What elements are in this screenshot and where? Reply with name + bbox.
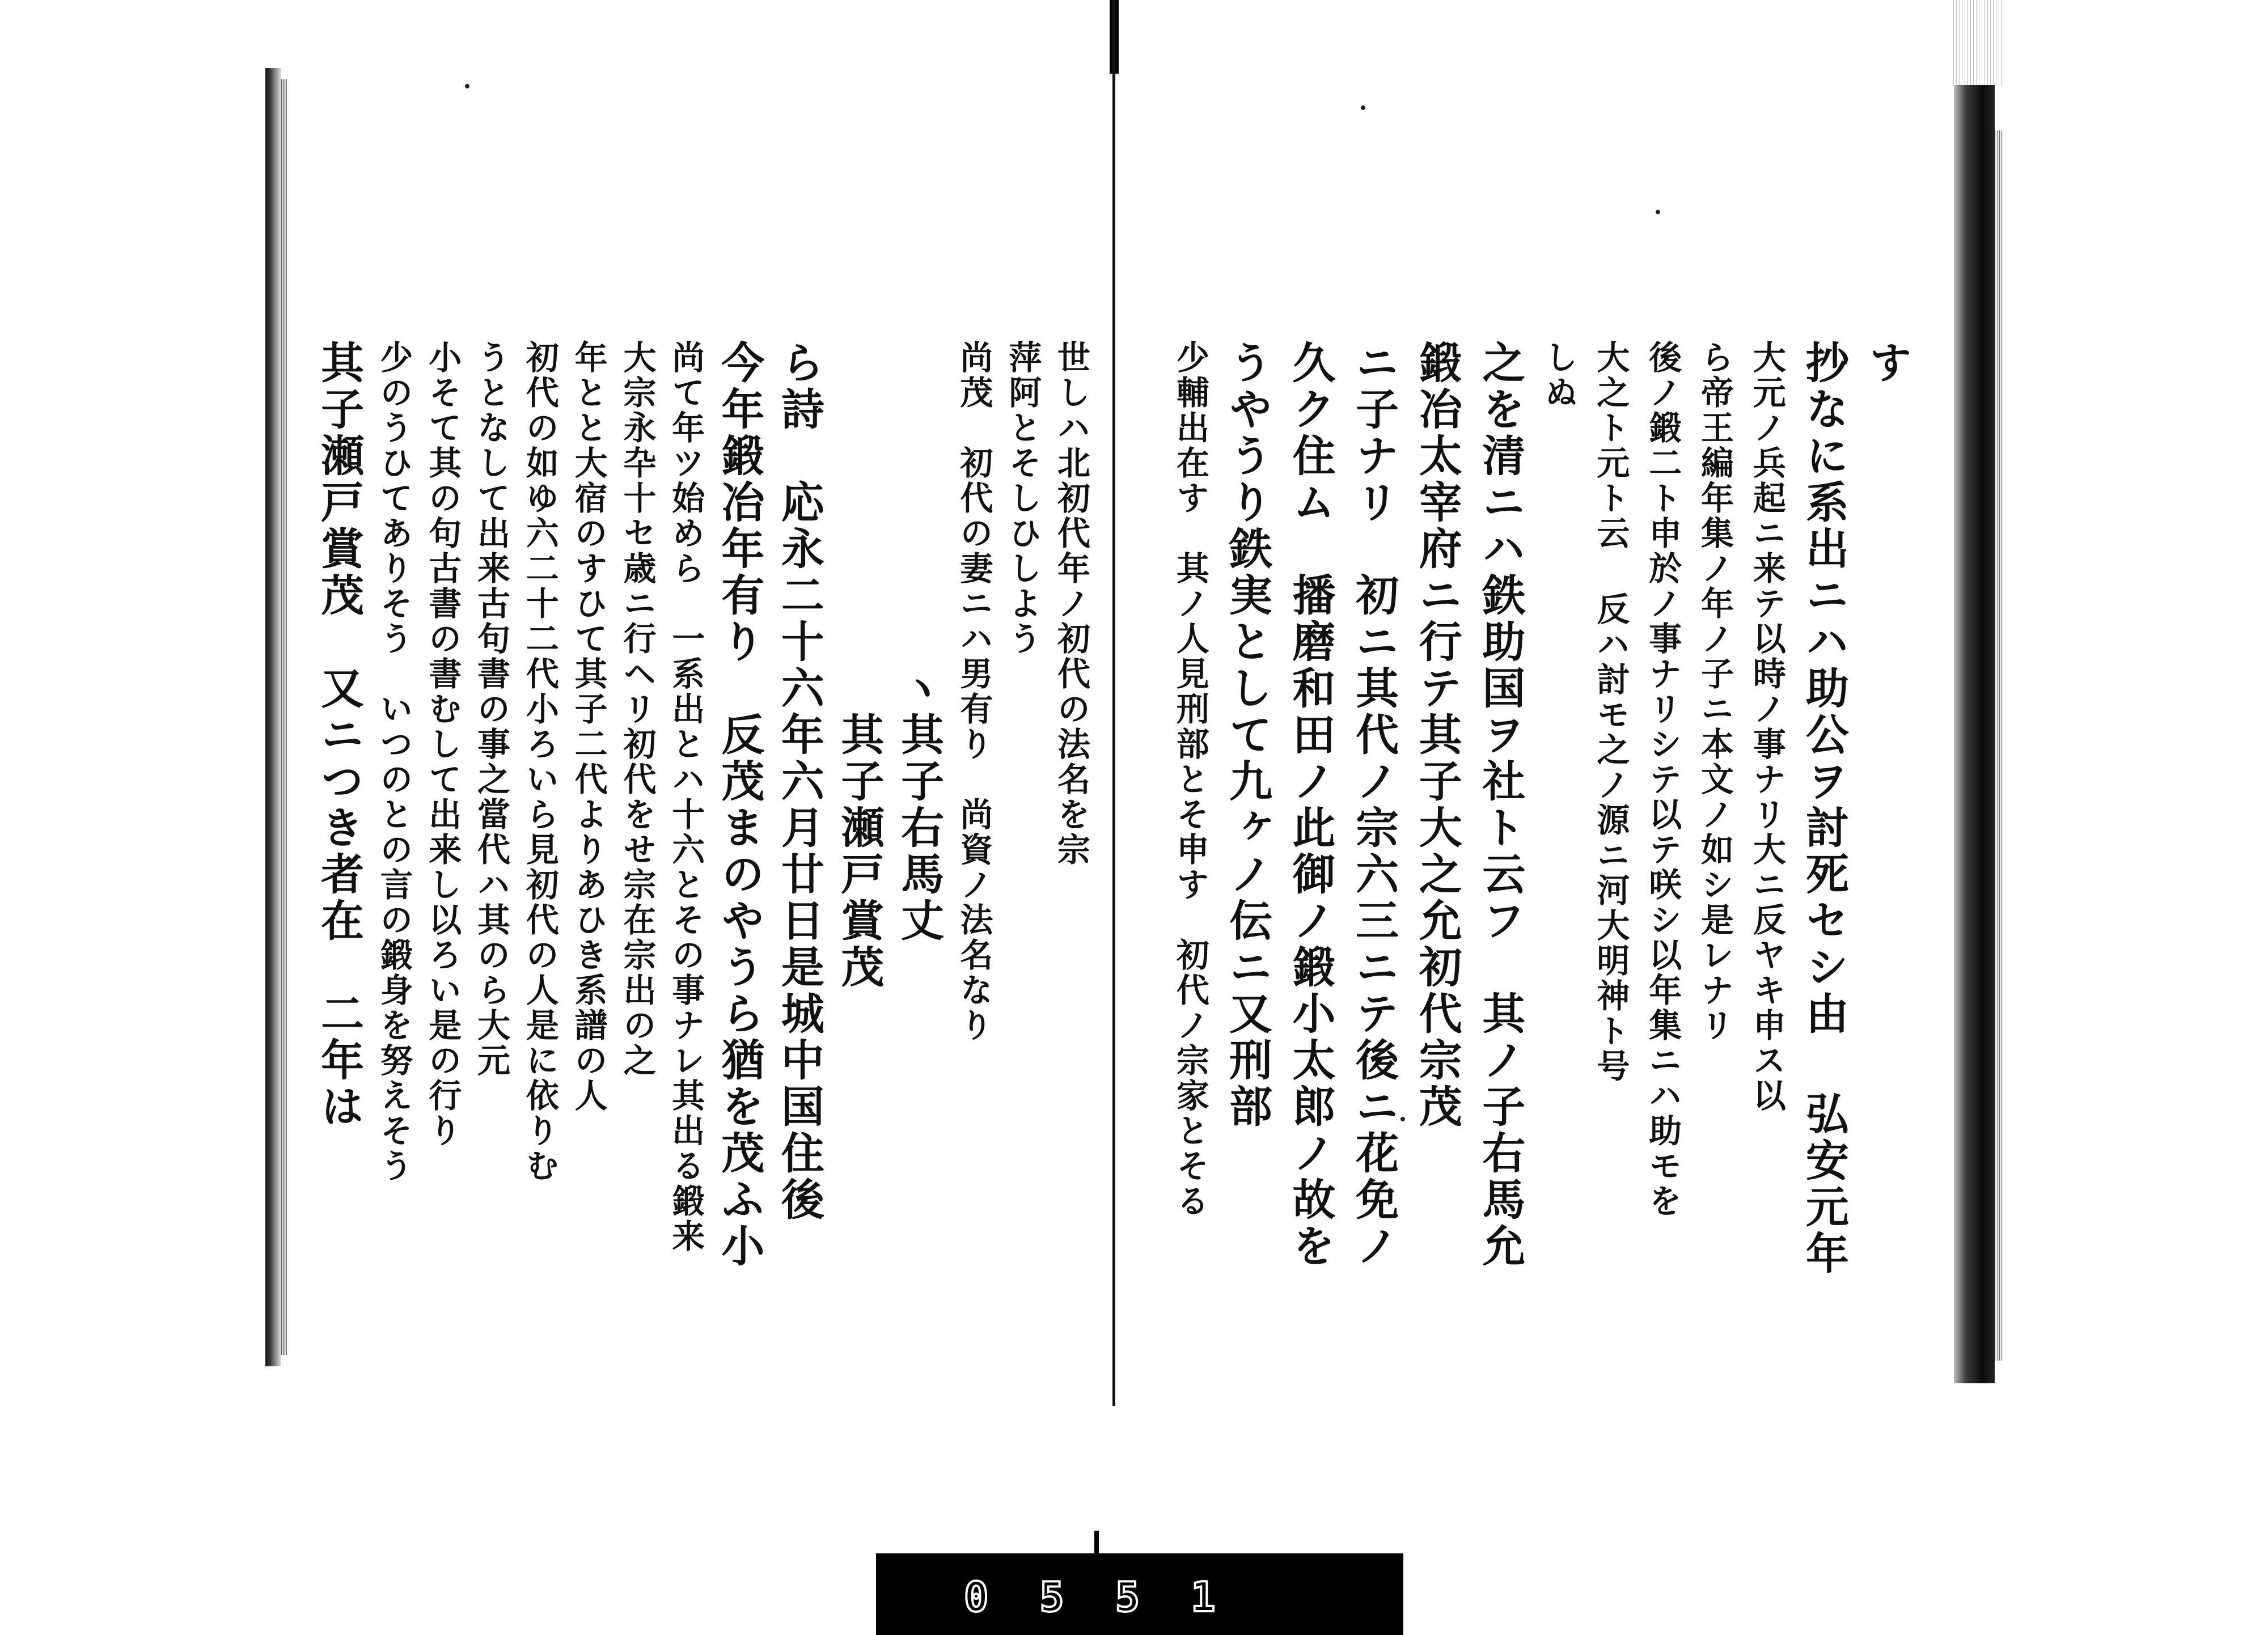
text-column: 大宗永卆十セ歳ニ行ヘリ初代をせ宗在宗出の之 [617,340,657,1078]
text-column: 大之ト元ト云 反ハ討モ之ノ源ニ河大明神ト号 [1591,340,1630,1084]
frame-digit: 0 [964,1573,989,1621]
text-column: 尚て年ツ始めら 一系出とハ十六とその事ナレ其出る鍛来 [666,340,705,1254]
text-column: ら帝王編年集ノ年ノ子ニ本文ノ如シ是レナリ [1695,340,1734,1043]
text-column: 世しハ北初代年ノ初代の法名を宗 [1052,340,1090,867]
left-page-edge [265,68,281,1366]
text-column: 今年鍛冶年有り 反茂まのやうら猶を茂ふ小 [714,340,765,1270]
frame-digit: 5 [1115,1573,1140,1621]
page-edge-top-right [1953,0,2004,85]
text-column: 之を清ニハ鉄助国ヲ社ト云フ 其ノ子右馬允 [1475,340,1526,1270]
text-column: 抄なに系出ニハ助公ヲ討死セシ由 弘安元年 [1799,340,1850,1277]
text-column: うとなして出来古句書の事之當代ハ其のら大元 [472,340,511,1078]
frame-digit: 5 [1039,1573,1064,1621]
text-column: 其子瀬戸賞茂 [834,340,885,991]
right-page-edge [1954,85,1995,1383]
scan-speck [1656,210,1660,214]
scan-speck [465,84,469,88]
text-column: しぬ [1539,340,1578,410]
right-page [1151,340,1911,1315]
text-column: ヽ其子右馬丈 [894,340,945,944]
text-column: 年とと大宿のすひて其子二代よりあひき系譜の人 [569,340,608,1113]
text-column: ニ子ナリ 初ニ其代ノ宗六三ニテ後ニ花免ノ [1348,340,1399,1270]
binding-gutter [1112,0,1115,1406]
frame-number [964,1573,1215,1621]
text-column: 初代の如ゆ六二十二代小ろいら見初代の人是に依りむ [520,340,559,1184]
text-column: 久ク住ム 播磨和田ノ此御ノ鍛小太郎ノ故を [1285,340,1336,1270]
scan-speck [1361,105,1365,110]
text-column: 萍阿とそしひしよう [1003,340,1042,656]
text-column: 小そて其の句古書の書むして出来し以ろい是の行り [423,340,462,1149]
scan-speck [1400,1117,1405,1121]
text-column: ら詩 応永二十六年六月廿日是城中国住後 [774,340,825,1223]
text-column: 少のうひてありそう いつのとの言の鍛身を努えそう [374,340,413,1184]
right-page-edge-lines [1995,130,2003,1361]
stamp-marker [1094,1531,1099,1556]
text-column: 少輔出在す 其ノ人見刑部とそ申す 初代ノ宗家とそる [1170,340,1209,1219]
left-page [314,340,1090,1315]
text-column: 大元ノ兵起ニ来テ以時ノ事ナリ大ニ反ヤキ申ス以 [1747,340,1786,1113]
left-page-edge-lines [281,79,287,1355]
text-column: うやうり鉄実として九ヶノ伝ニ又刑部 [1222,340,1273,1130]
text-column: 鍛冶太宰府ニ行テ其子大之允初代宗茂 [1412,340,1463,1130]
text-column: 尚茂 初代の妻ニハ男有り 尚資ノ法名なり [954,340,993,1043]
frame-digit: 1 [1191,1573,1216,1621]
text-column: 其子瀬戸賞茂 又ニつき者在 二年は [314,340,365,1130]
text-column: 後ノ鍛二ト申於ノ事ナリシテ以テ咲シ以年集ニハ助モを [1643,340,1682,1219]
text-column: す [1862,340,1912,387]
